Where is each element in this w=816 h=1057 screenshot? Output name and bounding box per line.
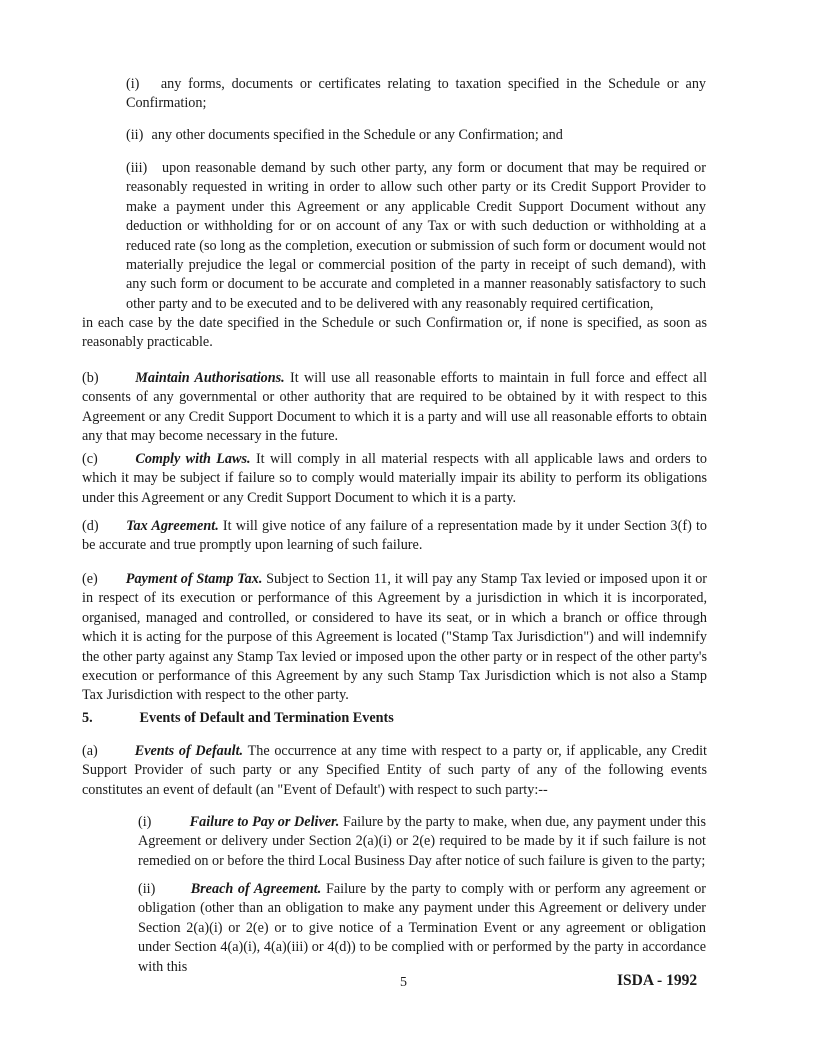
paragraph-5a-i-failure-to-pay (138, 813, 706, 871)
paragraph-text: It will comply in all material respects with all applicable laws and orders to which it may be subject if failure so to comply would materially impair its ability to perform its obligations under this Agreement or any Credit Support Document to which it is a party. (82, 451, 708, 506)
clause-number: (b) (82, 370, 99, 386)
paragraph-in-each-case (82, 314, 707, 353)
item-number: (i) (126, 76, 140, 92)
clause-heading: Comply with Laws. (135, 451, 251, 467)
paragraph-text: Failure by the party to make, when due, any payment under this Agreement or delivery under Section 2(a)(i) or 2(e) required to be made by it if such failure is not remedied on or before the third Local Business Day after notice of such failure is given to the party; (138, 814, 707, 869)
paragraph-item-iii (126, 159, 706, 314)
section-5-heading (82, 709, 394, 728)
paragraph-e-payment-of-stamp-tax (82, 570, 707, 706)
page-number: 5 (400, 975, 407, 990)
clause-number: (ii) (138, 881, 156, 897)
paragraph-text: any other documents specified in the Schedule or any Confirmation; and (151, 127, 563, 143)
document-identifier: ISDA - 1992 (617, 972, 698, 989)
clause-heading: Failure to Pay or Deliver. (189, 814, 340, 830)
item-number: (iii) (126, 160, 148, 176)
item-number: (ii) (126, 127, 144, 143)
paragraph-c-comply-with-laws (82, 450, 707, 508)
clause-number: (e) (82, 571, 98, 587)
clause-heading: Breach of Agreement. (190, 881, 322, 897)
paragraph-text: in each case by the date specified in the Schedule or such Confirmation or, if none is specified, as soon as reasonably practicable. (82, 315, 707, 351)
clause-heading: Payment of Stamp Tax. (125, 571, 263, 587)
clause-heading: Tax Agreement. (126, 518, 219, 534)
paragraph-d-tax-agreement (82, 517, 707, 556)
clause-number: (c) (82, 451, 98, 467)
paragraph-text: It will use all reasonable efforts to maintain in full force and effect all consents of any governmental or other authority that are required to be obtained by it with respect to this Agreement or any Credit Support Document to which it is a party and will use all reasonable efforts to obtain any that may become necessary in the future. (82, 370, 708, 445)
paragraph-5a-events-of-default (82, 742, 707, 800)
paragraph-text: upon reasonable demand by such other party, any form or document that may be required or reasonably requested in writing in order to allow such other party or its Credit Support Provider to make a payment under this Agreement or any applicable Credit Support Document without any deduction or withholding for or on account of any Tax or with such deduction or withholding at a reduced rate (so long as the completion, execution or submission of such form or document would not materially prejudice the legal or commercial position of the party in receipt of such demand), with any such form or document to be accurate and completed in a manner reasonably satisfactory to such other party and to be executed and to be delivered with any reasonably required certification, (126, 160, 706, 312)
paragraph-5a-ii-breach-of-agreement (138, 880, 706, 977)
paragraph-b-maintain-authorisations (82, 369, 707, 447)
clause-number: (d) (82, 518, 99, 534)
section-title: Events of Default and Termination Events (139, 710, 394, 726)
paragraph-text: Subject to Section 11, it will pay any Stamp Tax levied or imposed upon it or in respect of its execution or performance of this Agreement by a jurisdiction in which it is incorporated, organised, managed and controlled, or considered to have its seat, or in which a branch or office through which it is acting for the purpose of this Agreement is located ("Stamp Tax Jurisdiction") and will indemnify the other party against any Stamp Tax levied or imposed upon the other party or in respect of the other party's execution or performance of this Agreement by any such Stamp Tax Jurisdiction which is not also a Stamp Tax Jurisdiction with respect to the other party. (82, 571, 708, 704)
clause-number: (i) (138, 814, 152, 830)
paragraph-text: Failure by the party to comply with or perform any agreement or obligation (other than an obligation to make any payment under this Agreement or delivery under Section 2(a)(i) or 2(e) or to give notice of a Termination Event or any agreement or obligation under Section 4(a)(i), 4(a)(iii) or 4(d)) to be complied with or performed by the party in accordance with this (138, 881, 707, 975)
clause-heading: Events of Default. (134, 743, 244, 759)
paragraph-text: The occurrence at any time with respect to a party or, if applicable, any Credit Support Provider of such party or any Specified Entity of such party of any of the following events constitutes an event of default (an "Event of Default') with respect to such party:-- (82, 743, 708, 798)
paragraph-item-ii (126, 126, 706, 145)
paragraph-text: any forms, documents or certificates relating to taxation specified in the Schedule or any Confirmation; (126, 76, 707, 112)
clause-number: (a) (82, 743, 98, 759)
clause-heading: Maintain Authorisations. (135, 370, 285, 386)
paragraph-text: It will give notice of any failure of a representation made by it under Section 3(f) to be accurate and true promptly upon learning of such failure. (82, 518, 708, 554)
section-number: 5. (82, 710, 93, 726)
paragraph-item-i (126, 75, 706, 114)
